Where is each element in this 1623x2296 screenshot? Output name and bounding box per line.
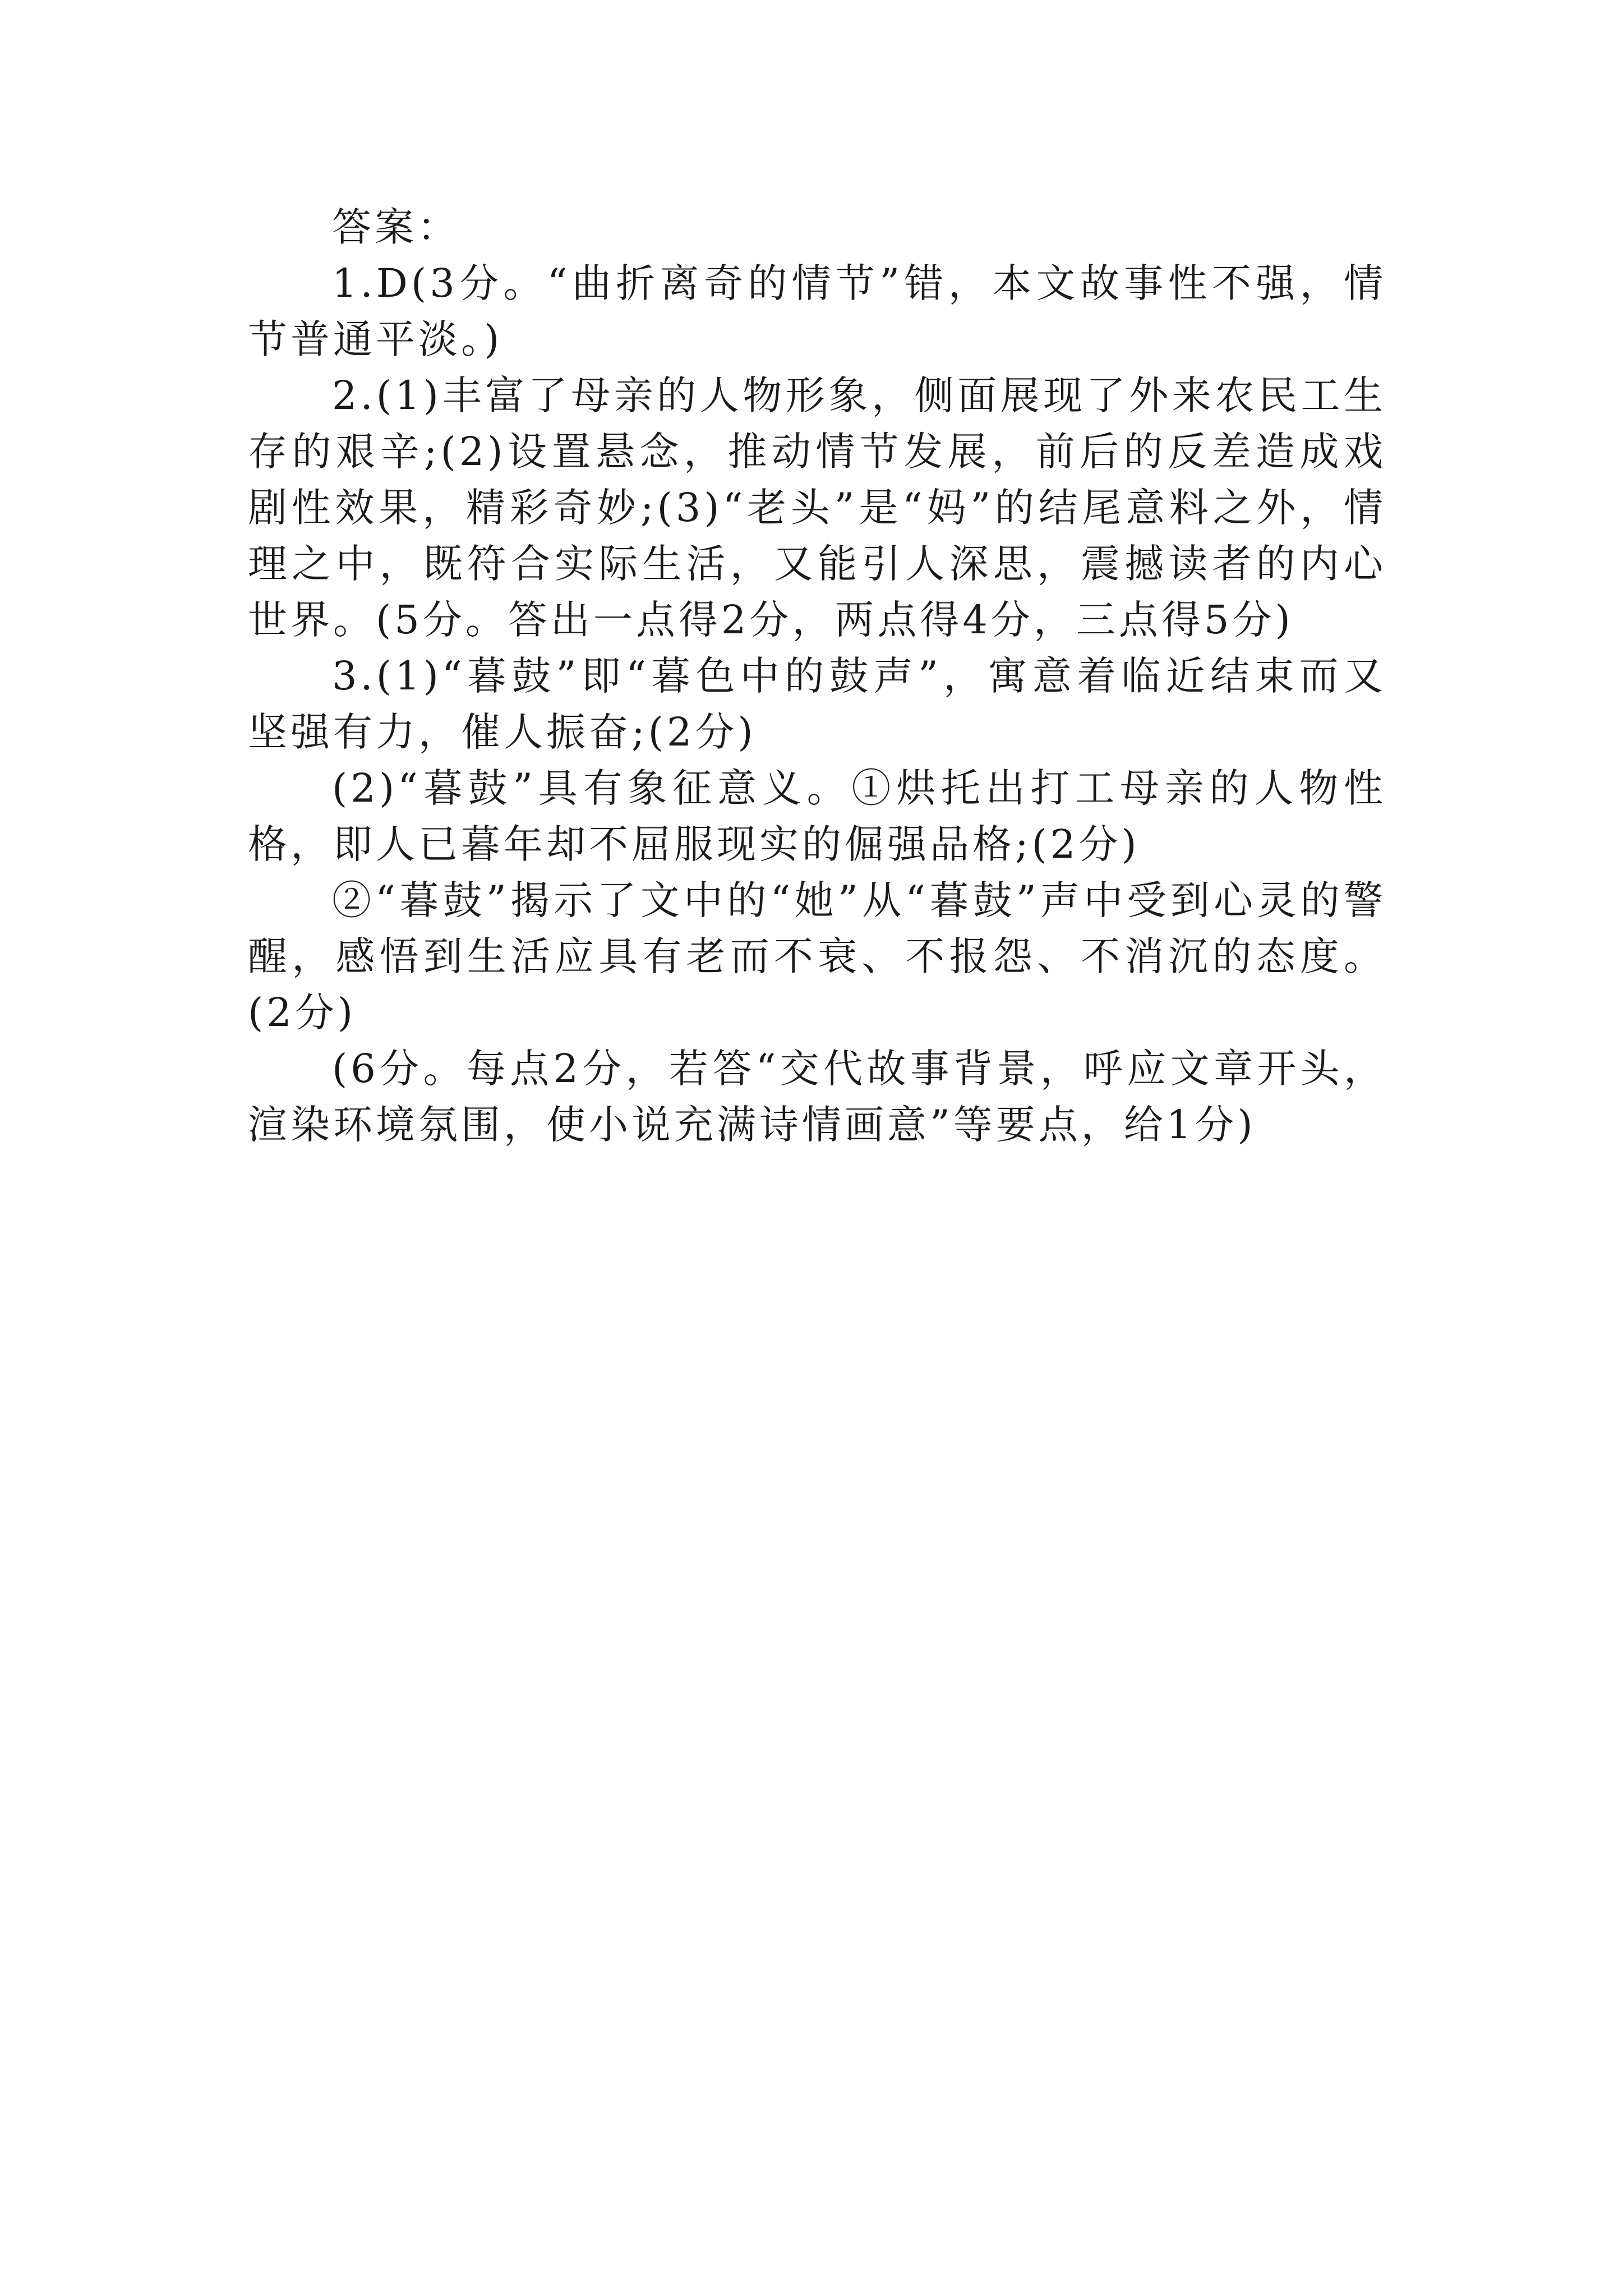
answer-2: 2.(1)丰富了母亲的人物形象，侧面展现了外来农民工生存的艰辛;(2)设置悬念，推动情节发展，前后的反差造成戏剧性效果，精彩奇妙;(3)“老头”是“妈”的结尾意料之外，情理之中，既符合实际生活，又能引人深思，震撼读者的内心世界。(5分。答出一点得2分，两点得4分，三点得5分) [248,372,1386,643]
answer-1: 1.D(3分。“曲折离奇的情节”错，本文故事性不强，情节普通平淡。) [248,260,1386,362]
answer-3-scoring-note: (6分。每点2分，若答“交代故事背景，呼应文章开头，渲染环境氛围，使小说充满诗情画意”等要点，给1分) [248,1046,1386,1148]
answer-3-part-1: 3.(1)“暮鼓”即“暮色中的鼓声”，寓意着临近结束而又坚强有力，催人振奋;(2分) [248,653,1386,755]
answer-content [248,199,1386,1153]
answer-3-part-3: ②“暮鼓”揭示了文中的“她”从“暮鼓”声中受到心灵的警醒，感悟到生活应具有老而不衰、不报怨、不消沉的态度。(2分) [248,877,1386,1036]
answer-heading: 答案： [332,204,460,250]
answer-3-part-2: (2)“暮鼓”具有象征意义。①烘托出打工母亲的人物性格，即人已暮年却不屈服现实的倔强品格;(2分) [248,765,1386,867]
